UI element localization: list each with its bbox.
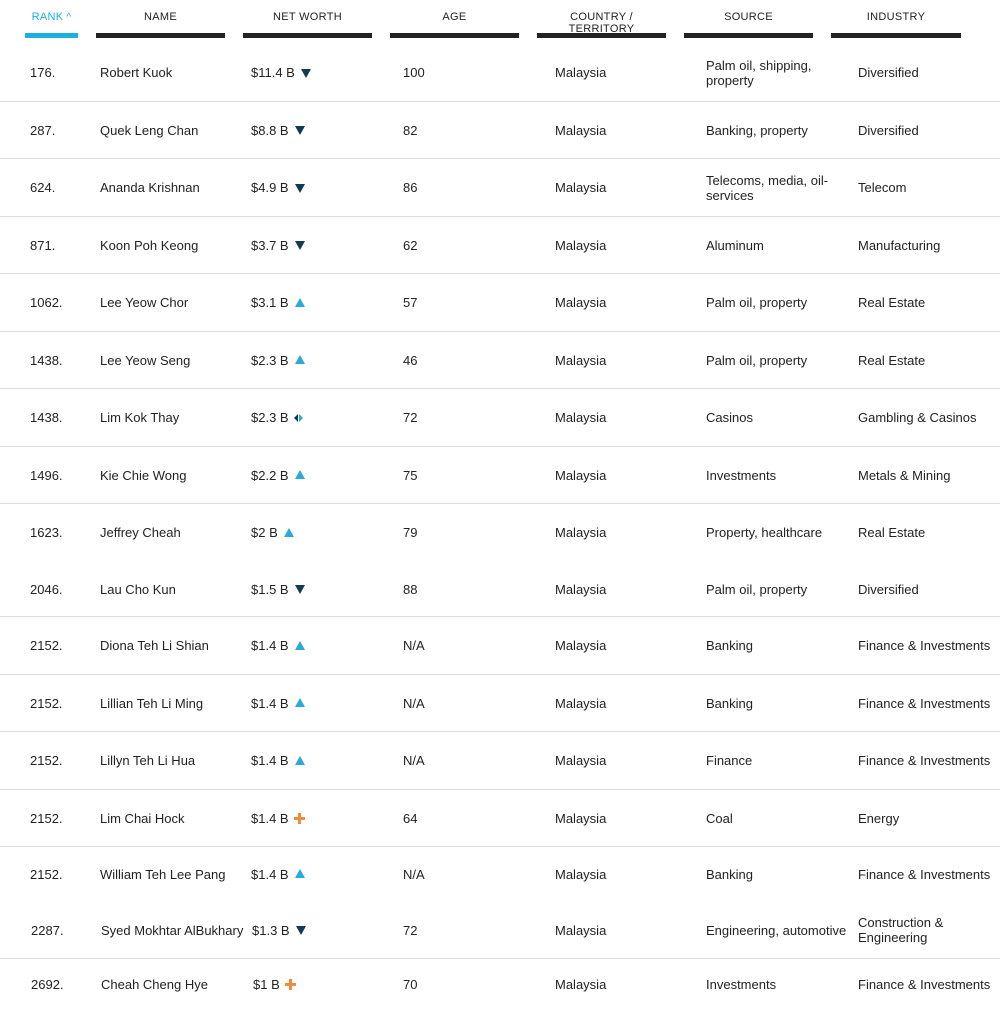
industry-cell: Finance & Investments [858, 866, 991, 882]
net-worth-value: $11.4 B [251, 65, 295, 80]
net-worth-value: $3.7 B [251, 237, 289, 253]
name-cell: Lim Chai Hock [100, 810, 185, 826]
age-cell: 64 [403, 810, 418, 826]
rank-cell: 2152. [30, 695, 63, 711]
source-cell: Aluminum [706, 237, 764, 253]
name-cell: Lee Yeow Chor [100, 295, 189, 310]
table-row[interactable] [0, 217, 1000, 274]
country-cell: Malaysia [555, 180, 607, 195]
industry-cell: Finance & Investments [858, 695, 991, 711]
country-cell: Malaysia [555, 638, 607, 653]
country-cell: Malaysia [555, 922, 607, 938]
age-cell: N/A [403, 866, 425, 882]
down-icon [294, 182, 306, 194]
net-worth-column-header[interactable]: NET WORTH [243, 0, 372, 38]
age-cell: 75 [403, 467, 418, 483]
source-cell: Banking [706, 866, 753, 882]
source-cell: Investments [706, 467, 777, 483]
table-row[interactable] [0, 617, 1000, 675]
name-cell: Lillian Teh Li Ming [100, 695, 204, 711]
net-worth-value: $2.3 B [251, 352, 289, 368]
industry-cell: Real Estate [858, 295, 926, 310]
table-row[interactable] [0, 504, 1000, 562]
country-cell: Malaysia [555, 122, 607, 138]
net-worth-cell [251, 332, 306, 388]
country-column-header[interactable]: COUNTRY / TERRITORY [537, 0, 666, 38]
net-worth-cell [251, 102, 306, 158]
down-icon [294, 239, 306, 251]
country-cell: Malaysia [555, 581, 607, 597]
table-row[interactable] [0, 389, 1000, 447]
sort-ascending-icon: ^ [66, 12, 72, 23]
net-worth-cell [251, 217, 306, 273]
country-cell: Malaysia [555, 695, 607, 711]
table-row[interactable] [0, 332, 1000, 389]
industry-cell: Real Estate [858, 352, 926, 368]
net-worth-cell [253, 959, 297, 1009]
industry-cell: Construction & Engineering [858, 915, 944, 945]
rank-cell: 2692. [31, 976, 64, 992]
source-cell: Palm oil, property [706, 352, 808, 368]
net-worth-cell [251, 847, 306, 901]
rank-cell: 1062. [30, 295, 63, 310]
source-cell: Investments [706, 976, 777, 992]
age-cell: 79 [403, 525, 418, 540]
age-cell: 70 [403, 976, 418, 992]
country-cell: Malaysia [555, 295, 607, 310]
country-cell: Malaysia [555, 65, 607, 80]
name-cell: Lee Yeow Seng [100, 352, 191, 368]
industry-cell: Telecom [858, 180, 907, 195]
table-row[interactable] [0, 675, 1000, 732]
rank-column-header[interactable] [25, 0, 78, 38]
name-cell: Syed Mokhtar AlBukhary [101, 922, 244, 938]
up-icon [283, 527, 295, 539]
age-cell: 100 [403, 65, 425, 80]
country-cell: Malaysia [555, 237, 607, 253]
up-icon [294, 297, 306, 309]
name-cell: Cheah Cheng Hye [101, 976, 208, 992]
rank-cell: 287. [30, 122, 56, 138]
source-cell: Banking, property [706, 122, 808, 138]
industry-cell: Diversified [858, 581, 919, 597]
age-cell: 46 [403, 352, 418, 368]
new-icon [285, 978, 297, 990]
down-icon [300, 67, 312, 79]
net-worth-cell [251, 447, 306, 503]
up-icon [294, 354, 306, 366]
net-worth-cell [251, 675, 306, 731]
net-worth-value: $1 B [253, 976, 280, 992]
source-cell: Telecoms, media, oil-services [706, 172, 829, 203]
source-cell: Palm oil, property [706, 295, 808, 310]
net-worth-value: $3.1 B [251, 295, 289, 310]
rank-cell: 2152. [30, 753, 63, 768]
table-header [0, 0, 1000, 38]
table-row[interactable] [0, 447, 1000, 504]
industry-column-header[interactable]: INDUSTRY [831, 0, 961, 38]
net-worth-cell [251, 504, 295, 561]
up-icon [294, 640, 306, 652]
new-icon [294, 812, 306, 824]
rank-cell: 2287. [31, 922, 64, 938]
age-cell: 72 [403, 922, 418, 938]
net-worth-cell [251, 44, 312, 101]
net-worth-cell [251, 617, 306, 674]
name-cell: William Teh Lee Pang [100, 866, 226, 882]
name-column-header[interactable]: NAME [96, 0, 225, 38]
name-cell: Lau Cho Kun [100, 581, 176, 597]
rank-cell: 2152. [30, 866, 63, 882]
source-cell: Property, healthcare [706, 525, 823, 540]
rank-cell: 176. [30, 65, 56, 80]
country-cell: Malaysia [555, 410, 607, 425]
age-cell: N/A [403, 753, 425, 768]
net-worth-cell [251, 790, 306, 846]
country-cell: Malaysia [555, 352, 607, 368]
name-cell: Lim Kok Thay [100, 410, 180, 425]
rank-cell: 2152. [30, 638, 63, 653]
net-worth-value: $8.8 B [251, 122, 289, 138]
net-worth-value: $4.9 B [251, 180, 289, 195]
source-cell: Banking [706, 638, 753, 653]
net-worth-value: $1.4 B [251, 866, 289, 882]
industry-cell: Real Estate [858, 525, 926, 540]
table-row[interactable] [0, 847, 1000, 902]
net-worth-value: $1.4 B [251, 638, 289, 653]
age-cell: 82 [403, 122, 418, 138]
country-cell: Malaysia [555, 467, 607, 483]
table-row[interactable] [0, 959, 1000, 1010]
industry-cell: Diversified [858, 122, 919, 138]
rank-cell: 624. [30, 180, 56, 195]
net-worth-cell [251, 562, 306, 616]
country-cell: Malaysia [555, 810, 607, 826]
source-cell: Casinos [706, 410, 753, 425]
table-row[interactable] [0, 159, 1000, 217]
age-cell: 86 [403, 180, 418, 195]
up-icon [294, 868, 306, 880]
rank-cell: 2152. [30, 810, 63, 826]
age-cell: 57 [403, 295, 418, 310]
net-worth-value: $1.4 B [251, 753, 289, 768]
industry-cell: Metals & Mining [858, 467, 951, 483]
age-column-header[interactable]: AGE [390, 0, 519, 38]
name-cell: Robert Kuok [100, 65, 173, 80]
table-row[interactable] [0, 902, 1000, 959]
table-row[interactable] [0, 102, 1000, 159]
rank-cell: 1623. [30, 525, 63, 540]
industry-cell: Diversified [858, 65, 919, 80]
table-row[interactable] [0, 44, 1000, 102]
age-cell: N/A [403, 638, 425, 653]
age-cell: 88 [403, 581, 418, 597]
up-icon [294, 755, 306, 767]
net-worth-value: $2 B [251, 525, 278, 540]
name-cell: Koon Poh Keong [100, 237, 199, 253]
industry-cell: Finance & Investments [858, 976, 991, 992]
industry-cell: Manufacturing [858, 237, 941, 253]
up-icon [294, 697, 306, 709]
rank-cell: 1496. [30, 467, 63, 483]
age-cell: N/A [403, 695, 425, 711]
name-cell: Diona Teh Li Shian [100, 638, 209, 653]
name-cell: Jeffrey Cheah [100, 525, 181, 540]
net-worth-cell [251, 389, 306, 446]
table-row[interactable] [0, 562, 1000, 617]
source-cell: Coal [706, 810, 733, 826]
source-cell: Palm oil, shipping, property [706, 57, 812, 88]
down-icon [294, 124, 306, 136]
rank-cell: 1438. [30, 352, 63, 368]
down-icon [294, 583, 306, 595]
rank-cell: 2046. [30, 581, 63, 597]
source-cell: Engineering, automotive [706, 922, 847, 938]
industry-cell: Finance & Investments [858, 753, 991, 768]
industry-cell: Finance & Investments [858, 638, 991, 653]
rank-cell: 1438. [30, 410, 63, 425]
table-row[interactable] [0, 274, 1000, 332]
country-cell: Malaysia [555, 866, 607, 882]
flat-icon [294, 412, 306, 424]
net-worth-value: $2.2 B [251, 467, 289, 483]
net-worth-value: $1.4 B [251, 810, 289, 826]
rank-cell: 871. [30, 237, 56, 253]
age-cell: 72 [403, 410, 418, 425]
country-cell: Malaysia [555, 753, 607, 768]
table-row[interactable] [0, 732, 1000, 790]
country-cell: Malaysia [555, 976, 607, 992]
source-cell: Palm oil, property [706, 581, 808, 597]
name-cell: Lillyn Teh Li Hua [100, 753, 196, 768]
net-worth-value: $1.3 B [252, 922, 290, 938]
net-worth-value: $1.4 B [251, 695, 289, 711]
net-worth-value: $1.5 B [251, 581, 289, 597]
industry-cell: Gambling & Casinos [858, 410, 977, 425]
net-worth-cell [251, 732, 306, 789]
net-worth-cell [251, 274, 306, 331]
table-row[interactable] [0, 790, 1000, 847]
source-column-header[interactable]: SOURCE [684, 0, 813, 38]
net-worth-cell [251, 159, 306, 216]
rank-header-label: RANK [31, 11, 64, 23]
net-worth-cell [252, 902, 307, 958]
source-cell: Banking [706, 695, 753, 711]
age-cell: 62 [403, 237, 418, 253]
name-cell: Ananda Krishnan [100, 180, 200, 195]
down-icon [295, 924, 307, 936]
name-cell: Kie Chie Wong [100, 467, 187, 483]
industry-cell: Energy [858, 810, 900, 826]
source-cell: Finance [706, 753, 753, 768]
net-worth-value: $2.3 B [251, 410, 289, 425]
up-icon [294, 469, 306, 481]
country-cell: Malaysia [555, 525, 607, 540]
name-cell: Quek Leng Chan [100, 122, 199, 138]
